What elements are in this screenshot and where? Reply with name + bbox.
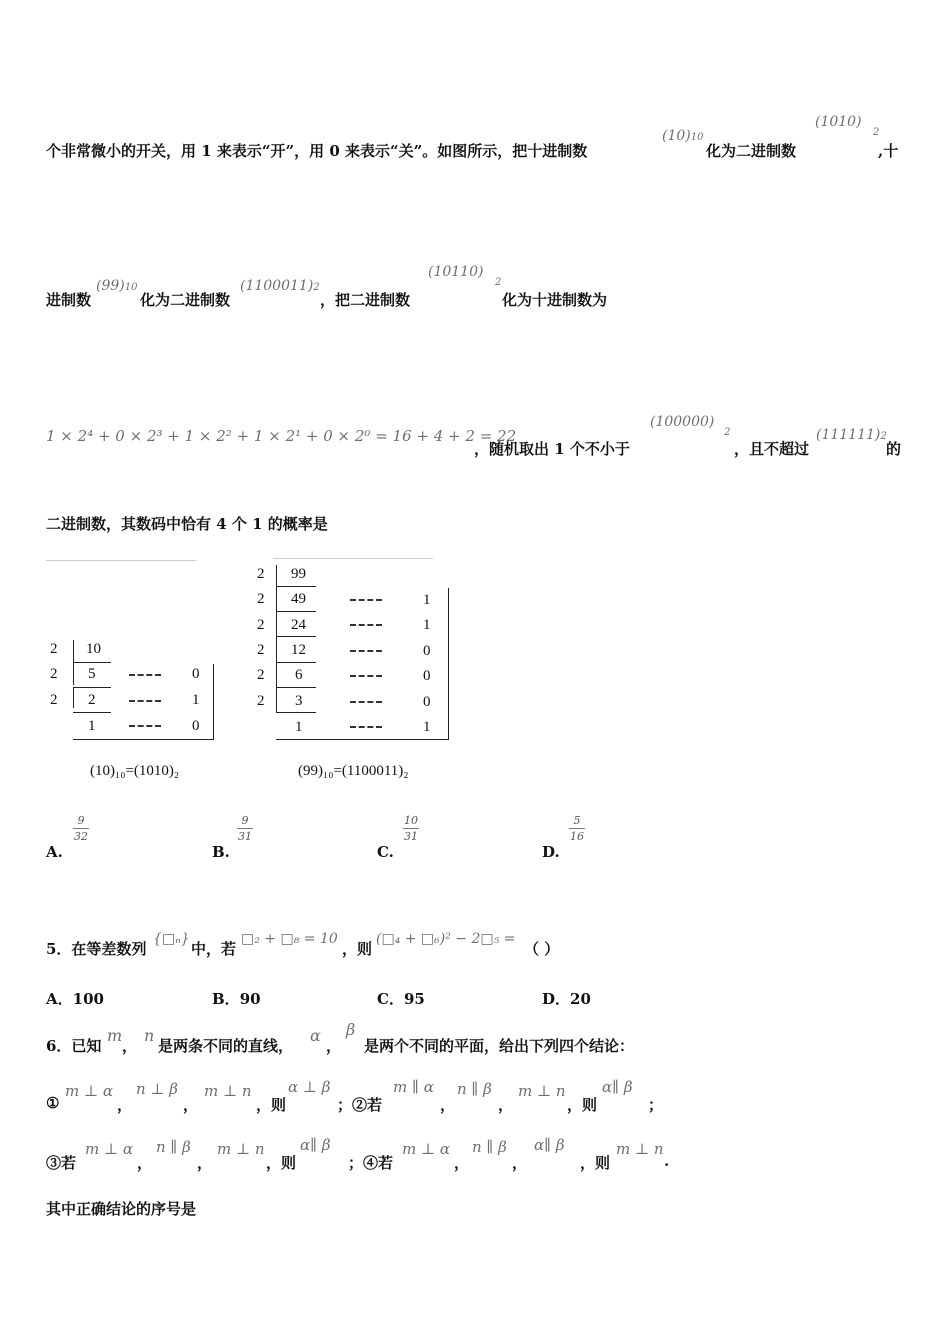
remainder: 1	[423, 719, 431, 735]
q6-comma: ，	[137, 1154, 153, 1172]
q6-c4-b: n ∥ β	[472, 1138, 507, 1156]
option-d-fraction: 5 16	[570, 814, 584, 843]
para-line2-prefix: 进制数	[46, 291, 92, 309]
divisor: 2	[257, 566, 265, 582]
q6-c1-b: n ⊥ β	[136, 1080, 178, 1098]
q6-c2-then: ，则	[567, 1096, 598, 1114]
q6-c2-b: n ∥ β	[457, 1080, 492, 1098]
remainder: 0	[192, 718, 200, 734]
q6-c1-result: α ⊥ β	[288, 1078, 331, 1096]
q6-m: m	[107, 1026, 123, 1045]
q6-beta: β	[346, 1020, 356, 1039]
math-1010-base2: (1010)	[815, 114, 862, 130]
q5-option-c[interactable]: C．95	[377, 990, 425, 1008]
q6-c1-a: m ⊥ α	[65, 1082, 113, 1100]
option-d-label[interactable]: D.	[542, 843, 560, 861]
q6-alpha: α	[310, 1026, 321, 1045]
binary-expansion-formula: 1 × 2⁴ + 0 × 2³ + 1 × 2² + 1 × 2¹ + 0 × 2⁰ = 16 + 4 + 2 = 22	[46, 427, 517, 445]
option-c-fraction: 10 31	[404, 814, 418, 843]
divisor: 2	[257, 667, 265, 683]
q5-prefix: 5．在等差数列	[46, 940, 147, 958]
para-line2-mid1: 化为二进制数	[140, 291, 231, 309]
math-1010-sub: 2	[873, 127, 880, 138]
q6-c4-result: m ⊥ n	[616, 1140, 664, 1158]
quotient: 49	[291, 591, 306, 607]
q6-mid2: 是两个不同的平面，给出下列四个结论：	[364, 1037, 635, 1055]
quotient: 6	[295, 667, 303, 683]
q6-prefix: 6．已知	[46, 1037, 102, 1055]
q5-mid2: ，则	[342, 940, 373, 958]
divisor: 2	[50, 666, 58, 682]
q5-expression: (□₄ + □₆)² − 2□₅ =	[376, 931, 516, 947]
q5-sequence: {□ₙ}	[153, 931, 190, 947]
para-line2-suffix: 化为十进制数为	[502, 291, 608, 309]
q6-comma: ，	[197, 1154, 213, 1172]
divisor: 2	[50, 641, 58, 657]
para-line4: 二进制数，其数码中恰有 4 个 1 的概率是	[46, 515, 328, 533]
option-c-label[interactable]: C.	[377, 843, 394, 861]
quotient: 3	[295, 693, 303, 709]
q5-answer-blank: （ ）	[524, 940, 560, 958]
quotient: 1	[295, 719, 303, 735]
q6-comma: ，	[326, 1037, 342, 1055]
option-b-fraction: 9 31	[238, 814, 252, 843]
math-10-base10: (10)10	[662, 128, 704, 144]
math-111111-base2: (111111)2	[816, 427, 887, 443]
para-line2-mid2: ，把二进制数	[320, 291, 411, 309]
option-b-label[interactable]: B.	[212, 843, 230, 861]
quotient: 2	[88, 692, 96, 708]
option-a-label[interactable]: A.	[46, 843, 63, 861]
quotient: 12	[291, 642, 306, 658]
quotient: 1	[88, 718, 96, 734]
para-line1-mid: 化为二进制数	[706, 142, 797, 160]
q5-option-b[interactable]: B．90	[212, 990, 261, 1008]
q6-c1-mark: ①	[46, 1094, 60, 1112]
q6-c2-a: m ∥ α	[393, 1078, 434, 1096]
remainder: 1	[423, 592, 431, 608]
remainder: 0	[192, 666, 200, 682]
remainder: 0	[423, 643, 431, 659]
quotient: 10	[86, 641, 101, 657]
quotient: 24	[291, 617, 306, 633]
option-a-fraction: 9 32	[74, 814, 88, 843]
q6-c1-c: m ⊥ n	[204, 1082, 252, 1100]
q6-c4-a: m ⊥ α	[402, 1140, 450, 1158]
q6-comma: ，	[117, 1096, 133, 1114]
math-1100011-base2: (1100011)2	[240, 278, 320, 294]
divisor: 2	[257, 591, 265, 607]
para-line3-mid1: ，随机取出 1 个不小于	[474, 440, 630, 458]
para-line3-mid2: ，且不超过	[734, 440, 810, 458]
q6-c1-then: ，则	[256, 1096, 287, 1114]
q6-c2-mark: ；②若	[337, 1096, 383, 1114]
para-line1-prefix: 个非常微小的开关，用 1 来表示“开”，用 0 来表示“关”。如图所示，把十进制数	[46, 142, 588, 160]
q6-c4-mark: ；④若	[348, 1154, 394, 1172]
remainder: 1	[192, 692, 200, 708]
q6-comma: ，	[512, 1154, 528, 1172]
para-line1-suffix: ,十	[878, 142, 899, 160]
math-10110-base2: (10110)	[428, 264, 484, 280]
q6-c2-result: α∥ β	[602, 1078, 633, 1096]
q6-comma: ，	[122, 1037, 138, 1055]
math-100000-sub: 2	[724, 427, 731, 438]
remainder: 0	[423, 668, 431, 684]
quotient: 99	[291, 566, 306, 582]
q5-option-d[interactable]: D．20	[542, 990, 591, 1008]
q5-condition: □₂ + □₈ = 10	[241, 931, 338, 947]
q6-comma: ，	[454, 1154, 470, 1172]
divisor: 2	[257, 642, 265, 658]
q6-c3-c: m ⊥ n	[217, 1140, 265, 1158]
q6-last-line: 其中正确结论的序号是	[46, 1200, 197, 1218]
math-10110-sub: 2	[495, 277, 502, 288]
remainder: 0	[423, 694, 431, 710]
q5-option-a[interactable]: A．100	[46, 990, 104, 1008]
divisor: 2	[257, 617, 265, 633]
q6-c3-then: ，则	[266, 1154, 297, 1172]
remainder: 1	[423, 617, 431, 633]
q6-c3-a: m ⊥ α	[85, 1140, 133, 1158]
q6-n: n	[144, 1026, 155, 1045]
q6-c4-then: ，则	[580, 1154, 611, 1172]
q6-comma: ，	[183, 1096, 199, 1114]
para-line3-suffix: 的	[886, 440, 902, 458]
q5-mid1: 中，若	[191, 940, 237, 958]
scan-artifact-line	[46, 560, 196, 561]
q6-c3-result: α∥ β	[300, 1136, 331, 1154]
q6-comma: ，	[440, 1096, 456, 1114]
q6-c3-mark: ③若	[46, 1154, 77, 1172]
q6-mid1: 是两条不同的直线，	[158, 1037, 294, 1055]
math-99-base10: (99)10	[96, 278, 138, 294]
divisor: 2	[50, 692, 58, 708]
quotient: 5	[88, 666, 96, 682]
q6-c3-b: n ∥ β	[156, 1138, 191, 1156]
divisor: 2	[257, 693, 265, 709]
math-100000-base2: (100000)	[650, 414, 715, 430]
caption-left: (10)₁₀=(1010)₂	[90, 763, 180, 779]
q6-c2-end: ；	[648, 1096, 664, 1114]
caption-right: (99)₁₀=(1100011)₂	[298, 763, 409, 779]
q6-c2-c: m ⊥ n	[518, 1082, 566, 1100]
scan-artifact-line	[273, 558, 433, 559]
q6-c4-end: .	[664, 1152, 670, 1170]
q6-c4-c: α∥ β	[534, 1136, 565, 1154]
q6-comma: ，	[498, 1096, 514, 1114]
